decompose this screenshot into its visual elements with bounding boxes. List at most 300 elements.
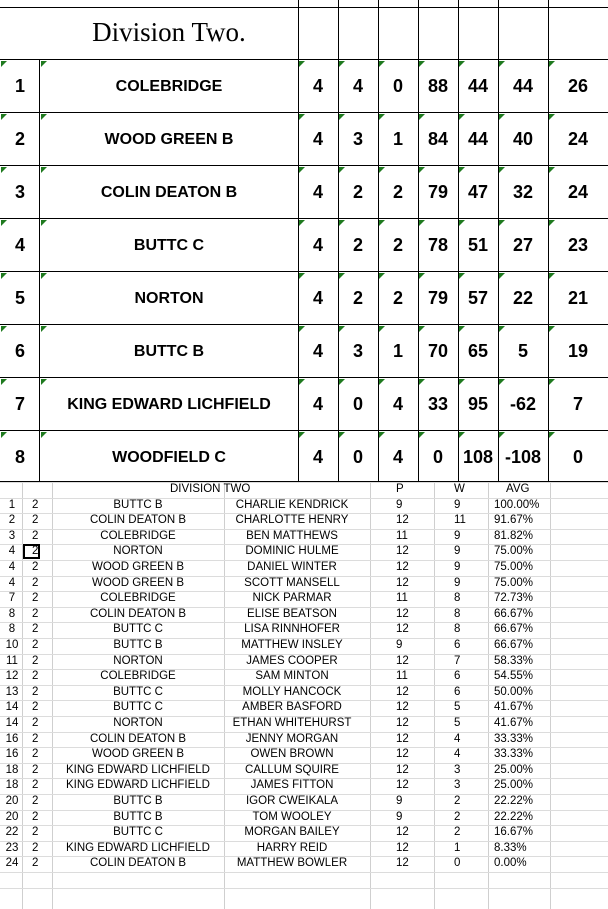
cell-avg[interactable]: 91.67% (494, 514, 534, 527)
league-stat: 2 (352, 288, 363, 308)
cell-team[interactable]: BUTTC C (113, 701, 163, 714)
cell-w[interactable]: 3 (454, 779, 461, 792)
cell-marker (41, 220, 47, 226)
cell-team[interactable]: BUTTC B (113, 498, 163, 511)
cell-w[interactable]: 2 (454, 810, 461, 823)
cell-w[interactable]: 8 (454, 623, 461, 636)
table-row (0, 638, 608, 654)
cell-div[interactable]: 2 (32, 841, 39, 854)
cell-player[interactable]: NICK PARMAR (252, 592, 332, 605)
cell-p[interactable]: 12 (396, 623, 409, 636)
cell-w[interactable]: 0 (454, 857, 461, 870)
league-stat: 4 (312, 447, 323, 467)
league-stat: 3 (352, 341, 363, 361)
league-row (0, 325, 608, 378)
cell-player[interactable]: BEN MATTHEWS (246, 529, 338, 542)
cell-p[interactable]: 12 (396, 514, 409, 527)
cell-rank[interactable]: 11 (6, 654, 18, 667)
league-stat: 2 (352, 182, 363, 202)
cell-div[interactable]: 2 (32, 779, 39, 792)
cell-marker (1, 379, 7, 385)
cell-team[interactable]: KING EDWARD LICHFIELD (66, 841, 210, 854)
cell-rank[interactable]: 7 (8, 592, 16, 605)
league-stat: 33 (427, 394, 449, 414)
table-row (0, 856, 608, 872)
league-stat: 0 (352, 447, 363, 467)
table-row (0, 560, 608, 576)
cell-div[interactable]: 2 (32, 607, 39, 620)
cell-p[interactable]: 12 (396, 561, 409, 573)
league-row (0, 60, 608, 113)
league-stat: 24 (567, 129, 589, 149)
league-row (0, 378, 608, 431)
cell-avg[interactable]: 100.00% (494, 498, 540, 511)
cell-player[interactable]: HARRY REID (256, 841, 328, 854)
cell-team[interactable]: COLEBRIDGE (100, 529, 176, 542)
cell-rank[interactable]: 1 (8, 498, 16, 511)
cell-avg[interactable]: 25.00% (494, 763, 534, 776)
cell-marker (499, 167, 505, 173)
league-stat: 79 (427, 288, 449, 308)
cell-div[interactable]: 2 (32, 826, 39, 839)
cell-marker (419, 432, 425, 438)
league-stat: 44 (467, 129, 489, 149)
cell-team[interactable]: COLIN DEATON B (89, 607, 187, 620)
cell-player[interactable]: SCOTT MANSELL (244, 576, 340, 589)
league-row (0, 166, 608, 219)
cell-p[interactable]: 9 (396, 639, 403, 651)
cell-avg[interactable]: 0.00% (494, 857, 527, 870)
cell-marker (549, 326, 555, 332)
cell-div[interactable]: 2 (32, 639, 39, 651)
cell-marker (379, 114, 385, 120)
cell-avg[interactable]: 72.73% (494, 592, 534, 605)
cell-marker (339, 61, 345, 67)
cell-player[interactable]: JAMES COOPER (246, 654, 338, 667)
league-stat: 70 (427, 341, 449, 361)
cell-player[interactable]: LISA RINNHOFER (244, 623, 340, 636)
cell-player[interactable]: JENNY MORGAN (245, 732, 339, 745)
table-row (0, 576, 608, 592)
league-stat: 88 (427, 76, 449, 96)
cell-div[interactable]: 2 (32, 654, 39, 667)
cell-avg[interactable]: 66.67% (494, 639, 534, 651)
cell-player[interactable]: SAM MINTON (255, 670, 329, 683)
cell-marker (41, 61, 47, 67)
sheet-title: DIVISION TWO (170, 483, 251, 495)
cell-avg[interactable]: 75.00% (494, 545, 534, 558)
cell-p[interactable]: 12 (396, 779, 409, 792)
averages-sheet (0, 482, 608, 909)
cell-div[interactable]: 2 (32, 795, 39, 807)
cell-marker (339, 326, 345, 332)
cell-rank[interactable]: 18 (5, 779, 19, 792)
league-team: BUTTC B (133, 343, 205, 360)
cell-avg[interactable]: 8.33% (494, 841, 527, 854)
cell-marker (549, 61, 555, 67)
cell-avg[interactable]: 41.67% (494, 701, 534, 714)
cell-player[interactable]: MATTHEW BOWLER (236, 857, 348, 870)
league-stat: 2 (352, 235, 363, 255)
cell-team[interactable]: COLEBRIDGE (100, 670, 176, 683)
league-stat: 4 (312, 341, 323, 361)
cell-w[interactable]: 6 (454, 685, 461, 698)
cell-rank[interactable]: 24 (5, 857, 19, 870)
cell-marker (549, 167, 555, 173)
cell-div[interactable]: 2 (32, 857, 39, 870)
cell-marker (459, 220, 465, 226)
cell-marker (499, 220, 505, 226)
cell-avg[interactable]: 81.82% (494, 529, 534, 542)
cell-rank[interactable]: 4 (8, 576, 16, 589)
sheet-hline (0, 872, 608, 873)
cell-marker (459, 273, 465, 279)
cell-rank[interactable]: 13 (5, 685, 19, 698)
cell-div[interactable]: 2 (32, 685, 39, 698)
cell-marker (549, 114, 555, 120)
cell-w[interactable]: 1 (454, 841, 461, 854)
sheet-hline (0, 888, 608, 889)
cell-team[interactable]: NORTON (113, 654, 163, 667)
cell-p[interactable]: 9 (396, 498, 403, 511)
league-stat: 0 (392, 76, 403, 96)
league-stat: 79 (427, 182, 449, 202)
cell-marker (1, 61, 7, 67)
cell-team[interactable]: BUTTC B (113, 795, 163, 807)
cell-player[interactable]: MOLLY HANCOCK (242, 685, 342, 698)
cell-div[interactable]: 2 (32, 810, 39, 823)
cell-w[interactable]: 9 (454, 498, 461, 511)
cell-p[interactable]: 12 (396, 545, 409, 558)
cell-marker (41, 273, 47, 279)
cell-avg[interactable]: 58.33% (494, 654, 534, 667)
cell-marker (459, 167, 465, 173)
table-row (0, 825, 608, 841)
cell-div[interactable]: 2 (32, 701, 39, 714)
cell-w[interactable]: 11 (454, 514, 466, 527)
cell-marker (459, 114, 465, 120)
cell-p[interactable]: 12 (396, 841, 409, 854)
league-stat: 47 (467, 182, 489, 202)
cell-team[interactable]: COLEBRIDGE (100, 592, 176, 605)
cell-w[interactable]: 2 (454, 795, 461, 807)
cell-rank[interactable]: 4 (8, 545, 16, 558)
cell-div[interactable]: 2 (32, 623, 39, 636)
cell-w[interactable]: 5 (454, 717, 461, 729)
cell-player[interactable]: CHARLOTTE HENRY (235, 514, 349, 527)
cell-marker (549, 220, 555, 226)
cell-w[interactable]: 2 (454, 826, 461, 839)
cell-avg[interactable]: 50.00% (494, 685, 534, 698)
cell-div[interactable]: 2 (32, 514, 39, 527)
cell-team[interactable]: KING EDWARD LICHFIELD (66, 763, 210, 776)
league-stat: 4 (312, 129, 323, 149)
league-stat: 2 (392, 235, 403, 255)
cell-w[interactable]: 6 (454, 670, 461, 683)
cell-rank[interactable]: 8 (8, 623, 16, 636)
league-stat: 4 (312, 394, 323, 414)
cell-w[interactable]: 6 (454, 639, 461, 651)
table-row (0, 529, 608, 545)
cell-avg[interactable]: 41.67% (494, 717, 534, 729)
cell-marker (379, 326, 385, 332)
cell-marker (379, 220, 385, 226)
cell-avg[interactable]: 25.00% (494, 779, 534, 792)
league-stat: 5 (517, 341, 528, 361)
cell-avg[interactable]: 22.22% (494, 810, 534, 823)
cell-p[interactable]: 12 (396, 576, 409, 589)
cell-rank[interactable]: 22 (5, 826, 19, 839)
cell-p[interactable]: 12 (396, 654, 409, 667)
cell-marker (41, 326, 47, 332)
cell-rank[interactable]: 14 (5, 717, 19, 729)
cell-rank[interactable]: 2 (8, 514, 16, 527)
league-stat: 57 (467, 288, 489, 308)
cell-marker (1, 220, 7, 226)
cell-marker (499, 326, 505, 332)
cell-marker (499, 273, 505, 279)
cell-p[interactable]: 9 (396, 795, 403, 807)
cell-marker (299, 114, 305, 120)
league-stat: 4 (312, 76, 323, 96)
cell-marker (379, 273, 385, 279)
league-stat: 1 (392, 341, 403, 361)
cell-player[interactable]: ELISE BEATSON (247, 607, 337, 620)
cell-w[interactable]: 9 (454, 561, 461, 573)
cell-team[interactable]: BUTTC C (113, 685, 163, 698)
league-position: 5 (14, 288, 25, 308)
league-stat: 2 (392, 182, 403, 202)
cell-team[interactable]: NORTON (113, 717, 163, 729)
cell-player[interactable]: ETHAN WHITEHURST (232, 717, 352, 729)
cell-rank[interactable]: 3 (8, 529, 16, 542)
cell-p[interactable]: 11 (396, 529, 408, 542)
cell-marker (41, 432, 47, 438)
cell-p[interactable]: 12 (396, 763, 409, 776)
cell-p[interactable]: 12 (396, 701, 409, 714)
cell-player[interactable]: MATTHEW INSLEY (241, 639, 343, 651)
cell-marker (1, 273, 7, 279)
cell-avg[interactable]: 66.67% (494, 623, 534, 636)
selected-cell[interactable] (23, 544, 40, 559)
cell-marker (379, 167, 385, 173)
cell-team[interactable]: WOOD GREEN B (91, 561, 184, 573)
league-team: KING EDWARD LICHFIELD (67, 396, 271, 413)
league-team: NORTON (134, 290, 204, 307)
cell-marker (549, 432, 555, 438)
cell-team[interactable]: WOOD GREEN B (91, 576, 184, 589)
cell-div[interactable]: 2 (32, 670, 39, 683)
cell-avg[interactable]: 33.33% (494, 748, 534, 761)
cell-div[interactable]: 2 (32, 763, 39, 776)
cell-player[interactable]: MORGAN BAILEY (244, 826, 340, 839)
cell-p[interactable]: 12 (396, 826, 409, 839)
league-hline (0, 7, 608, 8)
league-team: WOODFIELD C (112, 449, 226, 466)
cell-team[interactable]: BUTTC B (113, 810, 163, 823)
cell-marker (459, 379, 465, 385)
cell-marker (299, 326, 305, 332)
cell-p[interactable]: 12 (396, 685, 409, 698)
cell-marker (499, 432, 505, 438)
cell-avg[interactable]: 75.00% (494, 576, 534, 589)
cell-rank[interactable]: 23 (5, 841, 19, 854)
cell-team[interactable]: COLIN DEATON B (89, 732, 187, 745)
cell-w[interactable]: 9 (454, 529, 461, 542)
cell-marker (419, 273, 425, 279)
cell-marker (459, 432, 465, 438)
cell-avg[interactable]: 75.00% (494, 561, 534, 573)
cell-player[interactable]: AMBER BASFORD (242, 701, 342, 714)
cell-player[interactable]: JAMES FITTON (250, 779, 334, 792)
cell-marker (499, 61, 505, 67)
cell-div[interactable]: 2 (32, 717, 39, 729)
cell-marker (299, 167, 305, 173)
cell-p[interactable]: 12 (396, 748, 409, 761)
cell-team[interactable]: COLIN DEATON B (89, 857, 187, 870)
header-avg: AVG (506, 483, 530, 495)
cell-w[interactable]: 9 (454, 576, 461, 589)
table-row (0, 778, 608, 794)
cell-rank[interactable]: 16 (5, 748, 19, 761)
cell-marker (339, 379, 345, 385)
cell-div[interactable]: 2 (32, 748, 39, 761)
cell-rank[interactable]: 18 (5, 763, 19, 776)
cell-div[interactable]: 2 (32, 576, 39, 589)
cell-w[interactable]: 4 (454, 748, 461, 761)
cell-marker (299, 432, 305, 438)
league-stat: 4 (392, 447, 403, 467)
cell-rank[interactable]: 4 (8, 561, 16, 573)
cell-avg[interactable]: 22.22% (494, 795, 534, 807)
table-row (0, 841, 608, 857)
cell-avg[interactable]: 54.55% (494, 670, 534, 683)
cell-team[interactable]: WOOD GREEN B (91, 748, 184, 761)
cell-avg[interactable]: 16.67% (494, 826, 534, 839)
cell-player[interactable]: IGOR CWEIKALA (245, 795, 339, 807)
table-row (0, 810, 608, 826)
league-stat: 1 (392, 129, 403, 149)
table-row (0, 763, 608, 779)
cell-marker (549, 379, 555, 385)
cell-rank[interactable]: 20 (5, 795, 19, 807)
league-team: COLIN DEATON B (100, 184, 238, 201)
cell-marker (419, 220, 425, 226)
cell-marker (1, 167, 7, 173)
cell-w[interactable]: 8 (454, 607, 461, 620)
cell-marker (1, 326, 7, 332)
cell-p[interactable]: 12 (396, 732, 409, 745)
table-row (0, 544, 608, 560)
league-stat: 26 (567, 76, 589, 96)
league-stat: 0 (572, 447, 583, 467)
cell-player[interactable]: CALLUM SQUIRE (245, 763, 339, 776)
cell-rank[interactable]: 16 (5, 732, 19, 745)
table-row (0, 654, 608, 670)
cell-w[interactable]: 7 (454, 654, 461, 667)
cell-rank[interactable]: 14 (5, 701, 19, 714)
cell-div[interactable]: 2 (32, 498, 39, 511)
cell-team[interactable]: BUTTC B (113, 639, 163, 651)
cell-team[interactable]: BUTTC C (113, 826, 163, 839)
cell-marker (419, 379, 425, 385)
cell-rank[interactable]: 10 (5, 639, 19, 651)
cell-team[interactable]: NORTON (113, 545, 163, 558)
cell-p[interactable]: 9 (396, 810, 403, 823)
cell-div[interactable]: 2 (32, 732, 39, 745)
cell-marker (499, 114, 505, 120)
cell-marker (299, 220, 305, 226)
cell-team[interactable]: KING EDWARD LICHFIELD (66, 779, 210, 792)
league-position: 7 (14, 394, 25, 414)
cell-div[interactable]: 2 (32, 592, 39, 605)
league-title: Division Two. (92, 17, 246, 47)
league-position: 2 (14, 129, 25, 149)
league-stat: 84 (427, 129, 449, 149)
cell-div[interactable]: 2 (32, 529, 39, 542)
cell-team[interactable]: COLIN DEATON B (89, 514, 187, 527)
cell-player[interactable]: DOMINIC HULME (245, 545, 339, 558)
league-position: 3 (14, 182, 25, 202)
table-row (0, 498, 608, 514)
cell-w[interactable]: 5 (454, 701, 461, 714)
league-stat: 4 (312, 235, 323, 255)
cell-rank[interactable]: 20 (5, 810, 19, 823)
cell-w[interactable]: 8 (454, 592, 461, 605)
cell-marker (339, 220, 345, 226)
cell-player[interactable]: CHARLIE KENDRICK (235, 498, 349, 511)
table-row (0, 794, 608, 810)
cell-marker (339, 114, 345, 120)
cell-rank[interactable]: 12 (5, 670, 19, 683)
cell-marker (549, 273, 555, 279)
cell-w[interactable]: 3 (454, 763, 461, 776)
league-stat: -108 (504, 447, 542, 467)
league-stat: 0 (352, 394, 363, 414)
cell-p[interactable]: 11 (396, 670, 408, 683)
cell-p[interactable]: 12 (396, 607, 409, 620)
league-stat: 44 (467, 76, 489, 96)
cell-player[interactable]: TOM WOOLEY (252, 810, 332, 823)
cell-marker (339, 273, 345, 279)
cell-marker (379, 432, 385, 438)
league-stat: 32 (512, 182, 534, 202)
cell-team[interactable]: BUTTC C (113, 623, 163, 636)
table-row (0, 591, 608, 607)
cell-marker (41, 114, 47, 120)
cell-div[interactable]: 2 (32, 561, 39, 573)
league-stat: 0 (432, 447, 443, 467)
cell-p[interactable]: 11 (396, 592, 408, 605)
cell-marker (41, 167, 47, 173)
table-row (0, 747, 608, 763)
cell-rank[interactable]: 8 (8, 607, 16, 620)
cell-marker (299, 61, 305, 67)
cell-marker (459, 61, 465, 67)
cell-p[interactable]: 12 (396, 717, 409, 729)
cell-div[interactable]: 2 (32, 545, 39, 558)
cell-w[interactable]: 4 (454, 732, 461, 745)
cell-p[interactable]: 12 (396, 857, 409, 870)
cell-marker (379, 379, 385, 385)
cell-avg[interactable]: 66.67% (494, 607, 534, 620)
cell-player[interactable]: OWEN BROWN (250, 748, 334, 761)
cell-player[interactable]: DANIEL WINTER (247, 561, 337, 573)
cell-w[interactable]: 9 (454, 545, 461, 558)
table-row (0, 700, 608, 716)
table-row (0, 732, 608, 748)
cell-avg[interactable]: 33.33% (494, 732, 534, 745)
